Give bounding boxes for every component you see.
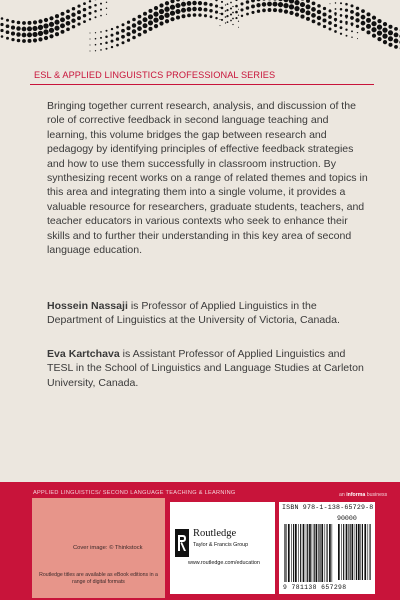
ebook-note: Routledge titles are available as eBook editions in a range of digital formats xyxy=(39,572,158,585)
author-bio-1 xyxy=(47,299,369,328)
series-title: ESL & APPLIED LINGUISTICS PROFESSIONAL SERIES xyxy=(34,70,276,80)
informa-suffix: business xyxy=(365,492,388,498)
author-bio-text-1: is Professor of Applied Linguistics in the Department of Linguistics at the University of Victoria, Canada. xyxy=(47,300,340,327)
subject-category: APPLIED LINGUISTICS/ SECOND LANGUAGE TEACHING & LEARNING xyxy=(33,490,236,496)
book-description: Bringing together current research, analysis, and discussion of the role of corrective feedback in second language teaching and learning, this volume bridges the gap between research and pedagogy by identifying principles of effective feedback strategies and how to use them successfully in classroom instruction. By synthesizing recent works on a range of related themes and topics in this area and integrating them into a single volume, it provides a valuable resource for researchers, graduate students, teachers, and teacher educators in various contexts who seek to enhance their skills and to further their understanding in this key area of second language education. xyxy=(47,100,368,257)
informa-prefix: an xyxy=(339,492,347,498)
author-name-2: Eva Kartchava xyxy=(47,348,120,360)
dotted-pattern-header xyxy=(0,0,400,60)
informa-brand: informa xyxy=(346,492,366,498)
author-bio-text-2: is Assistant Professor of Applied Linguistics and TESL in the School of Linguistics and Language Studies at Carleton University, Canada. xyxy=(47,348,364,389)
author-bio-2 xyxy=(47,347,369,390)
routledge-logo-icon xyxy=(175,529,189,557)
publisher-url: www.routledge.com/education xyxy=(188,560,260,566)
isbn-label: ISBN 978-1-138-65729-8 xyxy=(282,504,374,511)
price-code: 90000 xyxy=(337,515,357,522)
barcode-digits: 9 781138 657298 xyxy=(283,584,347,591)
series-divider xyxy=(30,84,374,85)
isbn-barcode xyxy=(283,524,335,584)
informa-business-label xyxy=(339,492,387,498)
author-name-1: Hossein Nassaji xyxy=(47,300,128,312)
cover-credit: Cover image: © Thinkstock xyxy=(73,545,143,551)
price-barcode xyxy=(337,524,373,582)
publisher-group: Taylor & Francis Group xyxy=(193,542,249,548)
publisher-name: Routledge xyxy=(193,528,237,539)
